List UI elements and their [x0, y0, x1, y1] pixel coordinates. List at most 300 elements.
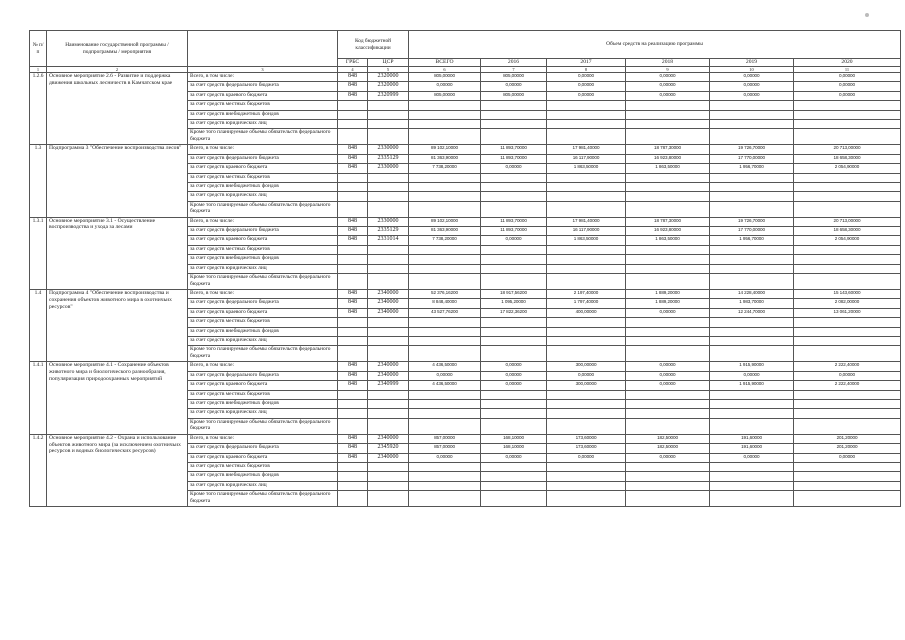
empty-value — [794, 173, 901, 182]
empty-value — [626, 399, 710, 408]
year-value: 1 889,20000 — [626, 290, 710, 299]
year-value: 173,60000 — [547, 434, 626, 443]
total-value: 857,00000 — [409, 434, 481, 443]
funding-source-label: за счет средств краевого бюджета — [188, 308, 338, 317]
year-value: 0,00000 — [547, 82, 626, 91]
year-value: 1 915,90000 — [710, 381, 794, 390]
empty-value — [626, 245, 710, 254]
csr-code: 2330000 — [368, 217, 409, 226]
empty-value — [710, 418, 794, 434]
funding-source-label: за счет средств внебюджетных фондов — [188, 182, 338, 191]
funding-source-label: за счет средств краевого бюджета — [188, 164, 338, 173]
grbs-code: 848 — [338, 299, 368, 308]
funding-source-label: за счет средств внебюджетных фондов — [188, 110, 338, 119]
year-value: 17 981,40000 — [547, 217, 626, 226]
csr-code — [368, 245, 409, 254]
year-value: 17 981,40000 — [547, 145, 626, 154]
empty-value — [794, 274, 901, 290]
empty-value — [794, 491, 901, 507]
empty-value — [547, 274, 626, 290]
csr-code — [368, 119, 409, 128]
grbs-code — [338, 462, 368, 471]
table-row — [30, 290, 901, 299]
year-value: 0,00000 — [710, 82, 794, 91]
empty-value — [794, 119, 901, 128]
csr-code — [368, 390, 409, 399]
funding-source-label: за счет средств краевого бюджета — [188, 453, 338, 462]
total-value: 43 527,76200 — [409, 308, 481, 317]
header-source — [188, 31, 338, 67]
empty-value — [409, 173, 481, 182]
empty-value — [547, 192, 626, 201]
funding-source-label: Всего, в том числе: — [188, 290, 338, 299]
empty-value — [626, 274, 710, 290]
total-value: 89 102,10000 — [409, 217, 481, 226]
csr-code: 2330000 — [368, 145, 409, 154]
csr-code: 2335129 — [368, 154, 409, 163]
csr-code — [368, 346, 409, 362]
total-value: 805,00000 — [409, 73, 481, 82]
funding-source-label: за счет средств юридических лиц — [188, 409, 338, 418]
year-value: 201,20000 — [794, 444, 901, 453]
table-row — [30, 145, 901, 154]
year-value: 11 893,70000 — [481, 154, 547, 163]
empty-value — [481, 192, 547, 201]
funding-source-label: за счет средств юридических лиц — [188, 336, 338, 345]
col-number: 10 — [710, 67, 794, 73]
csr-code — [368, 182, 409, 191]
funding-source-label: за счет средств федерального бюджета — [188, 227, 338, 236]
program-name: Основное мероприятие 3.1 - Осуществление воспроизводства и ухода за лесами — [47, 217, 188, 289]
year-value: 0,00000 — [481, 236, 547, 245]
empty-value — [547, 390, 626, 399]
empty-value — [409, 418, 481, 434]
year-value: 0,00000 — [481, 381, 547, 390]
empty-value — [794, 201, 901, 217]
year-value: 0,00000 — [626, 453, 710, 462]
empty-value — [710, 462, 794, 471]
year-value: 17 822,36200 — [481, 308, 547, 317]
grbs-code — [338, 192, 368, 201]
empty-value — [547, 418, 626, 434]
empty-value — [794, 182, 901, 191]
empty-value — [710, 245, 794, 254]
empty-value — [481, 491, 547, 507]
year-value: 0,00000 — [794, 91, 901, 100]
col-number: 8 — [547, 67, 626, 73]
year-value: 1 863,50000 — [626, 236, 710, 245]
col-number: 6 — [409, 67, 481, 73]
empty-value — [409, 274, 481, 290]
col-number: 5 — [368, 67, 409, 73]
year-value: 16 923,80000 — [626, 227, 710, 236]
empty-value — [481, 129, 547, 145]
empty-value — [794, 245, 901, 254]
empty-value — [547, 481, 626, 490]
csr-code: 2320000 — [368, 82, 409, 91]
program-name: Основное мероприятие 2.6 - Развитие и поддержка движения школьных лесничеств в Камчатском крае — [47, 73, 188, 145]
funding-source-label: за счет средств юридических лиц — [188, 481, 338, 490]
csr-code — [368, 336, 409, 345]
table-row — [30, 362, 901, 371]
year-value: 0,00000 — [481, 362, 547, 371]
year-value: 1 956,70000 — [710, 164, 794, 173]
empty-value — [547, 245, 626, 254]
total-value: 81 363,90000 — [409, 154, 481, 163]
header-volume-group: Объем средств на реализацию программы — [409, 31, 901, 59]
grbs-code — [338, 390, 368, 399]
funding-source-label: за счет средств местных бюджетов — [188, 462, 338, 471]
year-value: 0,00000 — [626, 381, 710, 390]
empty-value — [481, 110, 547, 119]
csr-code — [368, 110, 409, 119]
empty-value — [409, 409, 481, 418]
year-value: 13 061,20000 — [794, 308, 901, 317]
year-value: 2 054,90000 — [794, 164, 901, 173]
empty-value — [710, 110, 794, 119]
empty-value — [710, 192, 794, 201]
year-value: 19 726,70000 — [710, 217, 794, 226]
year-value: 0,00000 — [547, 91, 626, 100]
empty-value — [794, 327, 901, 336]
empty-value — [710, 390, 794, 399]
csr-code: 2331014 — [368, 236, 409, 245]
funding-source-label: за счет средств местных бюджетов — [188, 173, 338, 182]
year-value: 300,00000 — [547, 362, 626, 371]
grbs-code: 848 — [338, 91, 368, 100]
csr-code: 2340000 — [368, 434, 409, 443]
total-value: 81 363,90000 — [409, 227, 481, 236]
empty-value — [710, 255, 794, 264]
year-value: 1 956,70000 — [710, 236, 794, 245]
empty-value — [626, 201, 710, 217]
funding-source-label: за счет средств юридических лиц — [188, 119, 338, 128]
year-value: 0,00000 — [547, 73, 626, 82]
grbs-code — [338, 318, 368, 327]
year-value: 0,00000 — [710, 73, 794, 82]
grbs-code: 848 — [338, 73, 368, 82]
empty-value — [626, 418, 710, 434]
header-grbs: ГРБС — [338, 59, 368, 67]
total-value: 0,00000 — [409, 453, 481, 462]
year-value: 805,00000 — [481, 73, 547, 82]
empty-value — [547, 399, 626, 408]
empty-value — [481, 336, 547, 345]
csr-code: 2340999 — [368, 381, 409, 390]
empty-value — [481, 245, 547, 254]
grbs-code — [338, 472, 368, 481]
csr-code: 2340000 — [368, 453, 409, 462]
csr-code — [368, 192, 409, 201]
year-value: 0,00000 — [794, 371, 901, 380]
grbs-code — [338, 409, 368, 418]
funding-source-label: Всего, в том числе: — [188, 362, 338, 371]
empty-value — [481, 119, 547, 128]
empty-value — [481, 182, 547, 191]
program-name: Подпрограмма 3 "Обеспечение воспроизводства лесов" — [47, 145, 188, 217]
header-name: Наименование государственной программы / подпрограммы / мероприятия — [47, 31, 188, 67]
empty-value — [626, 182, 710, 191]
grbs-code: 848 — [338, 236, 368, 245]
csr-code — [368, 491, 409, 507]
csr-code — [368, 409, 409, 418]
csr-code — [368, 399, 409, 408]
empty-value — [794, 336, 901, 345]
row-number: 1.2.6 — [30, 73, 47, 145]
funding-source-label: за счет средств юридических лиц — [188, 192, 338, 201]
program-name: Основное мероприятие 4.1 - Сохранение объектов животного мира и биологического разнообразия, популяризация природоохранных мероприятий — [47, 362, 188, 434]
grbs-code — [338, 245, 368, 254]
year-value: 0,00000 — [710, 453, 794, 462]
funding-source-label: за счет средств федерального бюджета — [188, 371, 338, 380]
year-value: 16 117,90000 — [547, 227, 626, 236]
empty-value — [710, 336, 794, 345]
csr-code — [368, 327, 409, 336]
year-value: 18 787,30000 — [626, 145, 710, 154]
empty-value — [409, 264, 481, 273]
funding-source-label: Кроме того планируемые объемы обязательств федерального бюджета — [188, 129, 338, 145]
grbs-code — [338, 336, 368, 345]
empty-value — [710, 119, 794, 128]
year-value: 182,50000 — [626, 434, 710, 443]
year-value: 1 889,20000 — [626, 299, 710, 308]
empty-value — [481, 462, 547, 471]
year-value: 11 893,70000 — [481, 217, 547, 226]
empty-value — [481, 274, 547, 290]
year-value: 0,00000 — [626, 362, 710, 371]
funding-source-label: за счет средств краевого бюджета — [188, 236, 338, 245]
col-number: 11 — [794, 67, 901, 73]
empty-value — [626, 327, 710, 336]
row-number: 1.3 — [30, 145, 47, 217]
empty-value — [547, 101, 626, 110]
empty-value — [626, 173, 710, 182]
empty-value — [710, 491, 794, 507]
empty-value — [409, 472, 481, 481]
funding-source-label: за счет средств юридических лиц — [188, 264, 338, 273]
year-value: 18 658,30000 — [794, 154, 901, 163]
year-value: 1 863,50000 — [547, 164, 626, 173]
year-value: 0,00000 — [626, 371, 710, 380]
grbs-code: 848 — [338, 308, 368, 317]
year-value: 0,00000 — [794, 82, 901, 91]
empty-value — [626, 336, 710, 345]
csr-code: 2335129 — [368, 227, 409, 236]
col-number: 3 — [188, 67, 338, 73]
row-number: 1.4 — [30, 290, 47, 362]
empty-value — [481, 327, 547, 336]
year-value: 0,00000 — [794, 453, 901, 462]
csr-code: 2345920 — [368, 444, 409, 453]
csr-code — [368, 173, 409, 182]
total-value: 7 738,20000 — [409, 164, 481, 173]
funding-source-label: за счет средств местных бюджетов — [188, 101, 338, 110]
funding-source-label: за счет средств внебюджетных фондов — [188, 327, 338, 336]
funding-source-label: за счет средств внебюджетных фондов — [188, 472, 338, 481]
empty-value — [794, 264, 901, 273]
funding-source-label: за счет средств местных бюджетов — [188, 245, 338, 254]
grbs-code: 848 — [338, 362, 368, 371]
grbs-code — [338, 264, 368, 273]
year-value: 19 726,70000 — [710, 145, 794, 154]
csr-code — [368, 201, 409, 217]
empty-value — [481, 201, 547, 217]
csr-code — [368, 129, 409, 145]
csr-code: 2340000 — [368, 299, 409, 308]
empty-value — [626, 481, 710, 490]
col-number: 1 — [30, 67, 47, 73]
empty-value — [626, 129, 710, 145]
empty-value — [794, 346, 901, 362]
empty-value — [794, 481, 901, 490]
grbs-code — [338, 327, 368, 336]
total-value: 805,00000 — [409, 91, 481, 100]
year-value: 20 713,00000 — [794, 145, 901, 154]
col-number: 9 — [626, 67, 710, 73]
empty-value — [794, 472, 901, 481]
total-value: 8 848,40000 — [409, 299, 481, 308]
funding-source-label: за счет средств краевого бюджета — [188, 91, 338, 100]
year-value: 0,00000 — [481, 453, 547, 462]
csr-code — [368, 462, 409, 471]
grbs-code — [338, 173, 368, 182]
total-value: 4 436,50000 — [409, 362, 481, 371]
empty-value — [547, 119, 626, 128]
empty-value — [710, 399, 794, 408]
grbs-code: 848 — [338, 145, 368, 154]
empty-value — [547, 129, 626, 145]
empty-value — [547, 173, 626, 182]
grbs-code: 848 — [338, 227, 368, 236]
budget-table — [29, 30, 901, 507]
year-value: 400,00000 — [547, 308, 626, 317]
funding-source-label: Кроме того планируемые объемы обязательств федерального бюджета — [188, 491, 338, 507]
empty-value — [710, 472, 794, 481]
grbs-code — [338, 481, 368, 490]
empty-value — [794, 418, 901, 434]
empty-value — [794, 255, 901, 264]
funding-source-label: за счет средств федерального бюджета — [188, 82, 338, 91]
year-value: 2 082,00000 — [794, 299, 901, 308]
empty-value — [710, 182, 794, 191]
year-value: 18 787,30000 — [626, 217, 710, 226]
funding-source-label: Кроме того планируемые объемы обязательств федерального бюджета — [188, 274, 338, 290]
empty-value — [794, 399, 901, 408]
year-value: 173,60000 — [547, 444, 626, 453]
year-value: 1 915,90000 — [710, 362, 794, 371]
grbs-code — [338, 101, 368, 110]
year-value: 14 228,40000 — [710, 290, 794, 299]
empty-value — [481, 346, 547, 362]
empty-value — [547, 318, 626, 327]
grbs-code — [338, 274, 368, 290]
empty-value — [626, 119, 710, 128]
grbs-code: 848 — [338, 290, 368, 299]
empty-value — [409, 101, 481, 110]
empty-value — [547, 462, 626, 471]
empty-value — [710, 409, 794, 418]
year-value: 0,00000 — [626, 91, 710, 100]
grbs-code — [338, 201, 368, 217]
year-value: 0,00000 — [626, 82, 710, 91]
csr-code — [368, 418, 409, 434]
total-value: 857,00000 — [409, 444, 481, 453]
total-value: 7 738,20000 — [409, 236, 481, 245]
header-csr: ЦСР — [368, 59, 409, 67]
table-row — [30, 73, 901, 82]
header-num: № п/п — [30, 31, 47, 67]
year-value: 2 222,40000 — [794, 381, 901, 390]
year-value: 18 917,56200 — [481, 290, 547, 299]
grbs-code: 848 — [338, 154, 368, 163]
funding-source-label: за счет средств внебюджетных фондов — [188, 399, 338, 408]
empty-value — [547, 327, 626, 336]
empty-value — [626, 491, 710, 507]
csr-code: 2340000 — [368, 371, 409, 380]
empty-value — [409, 346, 481, 362]
empty-value — [481, 173, 547, 182]
csr-code — [368, 318, 409, 327]
empty-value — [626, 472, 710, 481]
col-number: 7 — [481, 67, 547, 73]
csr-code — [368, 255, 409, 264]
year-value: 11 893,70000 — [481, 145, 547, 154]
empty-value — [547, 201, 626, 217]
empty-value — [409, 318, 481, 327]
grbs-code: 848 — [338, 434, 368, 443]
funding-source-label: Кроме того планируемые объемы обязательств федерального бюджета — [188, 418, 338, 434]
year-value: 2 054,90000 — [794, 236, 901, 245]
empty-value — [547, 491, 626, 507]
year-value: 17 770,00000 — [710, 227, 794, 236]
year-value: 16 117,90000 — [547, 154, 626, 163]
empty-value — [626, 192, 710, 201]
grbs-code — [338, 346, 368, 362]
row-number: 1.4.1 — [30, 362, 47, 434]
year-value: 168,10000 — [481, 444, 547, 453]
empty-value — [710, 274, 794, 290]
csr-code: 2340000 — [368, 308, 409, 317]
year-value: 168,10000 — [481, 434, 547, 443]
year-value: 0,00000 — [710, 371, 794, 380]
year-value: 182,50000 — [626, 444, 710, 453]
program-name: Основное мероприятие 4.2 - Охрана и использование объектов животного мира (за исключением охотничьих ресурсов и водных биологических ресурсов) — [47, 434, 188, 506]
year-value: 2 197,40000 — [547, 290, 626, 299]
empty-value — [794, 192, 901, 201]
csr-code — [368, 472, 409, 481]
year-value: 15 143,60000 — [794, 290, 901, 299]
empty-value — [481, 390, 547, 399]
empty-value — [481, 481, 547, 490]
empty-value — [409, 192, 481, 201]
grbs-code: 848 — [338, 82, 368, 91]
year-value: 191,60000 — [710, 444, 794, 453]
empty-value — [794, 129, 901, 145]
grbs-code — [338, 110, 368, 119]
empty-value — [409, 491, 481, 507]
col-number: 4 — [338, 67, 368, 73]
funding-source-label: за счет средств местных бюджетов — [188, 390, 338, 399]
year-value: 18 658,30000 — [794, 227, 901, 236]
empty-value — [547, 255, 626, 264]
year-value: 11 893,70000 — [481, 227, 547, 236]
col-number: 2 — [47, 67, 188, 73]
empty-value — [547, 409, 626, 418]
empty-value — [626, 110, 710, 119]
grbs-code — [338, 255, 368, 264]
empty-value — [794, 318, 901, 327]
year-value: 12 244,70000 — [710, 308, 794, 317]
